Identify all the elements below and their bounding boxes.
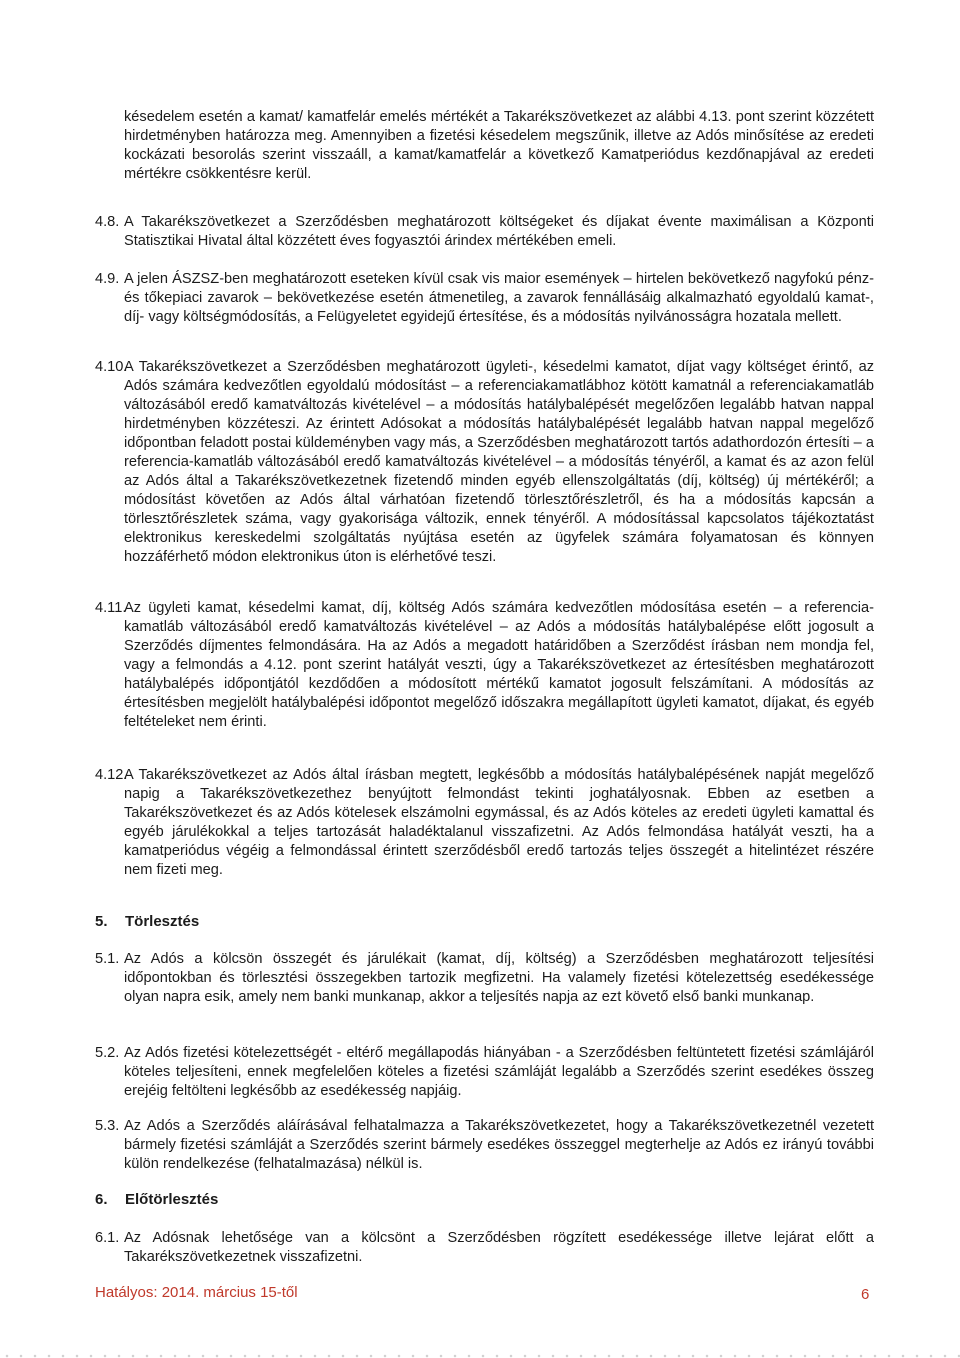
section-number: 6. <box>95 1191 108 1208</box>
footer-page-number: 6 <box>861 1286 870 1303</box>
section-heading-5 <box>95 912 199 931</box>
section-title: Törlesztés <box>125 913 200 930</box>
paragraph-number: 4.8. <box>95 214 120 230</box>
section-heading-6 <box>95 1190 218 1209</box>
paragraph-text: Az Adósnak lehetősége van a kölcsönt a Szerződésben rögzített esedékessége illetve lejárat előtt a Takarékszövetkezetnek visszafizetni. <box>124 1230 874 1265</box>
paragraph-number: 6.1. <box>95 1230 120 1246</box>
paragraph-text: A Takarékszövetkezet a Szerződésben meghatározott ügyleti-, késedelmi kamatot, díjat vagy költséget érintő, az Adós számára kedvezőtlen egyoldalú módosítást – a referenciakamatlábhoz kötött kamatnál a referenciakamatláb változásából eredő kamatváltozás kivételével – a módosítás hatálybalépését megelőzően legalább hatvan nappal hirdetményben közzéteszi. Az érintett Adósokat a módosítás hatálybalépését legalább hatvan nappal megelőző időpontban feladott postai küldeményben vagy más, a Szerződésben meghatározott tartós adathordozón értesíti – a referencia-kamatláb változásából eredő kamatváltozás kivételével – a módosítás tényéről, a kamat és az azon felül az Adós által a Takarékszövetkezetnek fizetendő minden egyéb ellenszolgáltatás (díj, költség) új mértékéről; a módosítást követően az Adós által várhatóan fizetendő törlesztőrészletről, és ha a módosítás kapcsán a törlesztőrészletek száma, vagy gyakorisága változik, ennek tényéről. A módosítással kapcsolatos tájékoztatást elektronikus kereskedelmi szolgáltatás nyújtása esetén az ügyfelek számára folyamatosan és könnyen hozzáférhető módon elektronikus úton is elérhetővé teszi. <box>124 359 874 565</box>
paragraph-number: 5.1. <box>95 951 120 967</box>
paragraph-text: A Takarékszövetkezet a Szerződésben meghatározott költségeket és díjakat évente maximálisan a Központi Statisztikai Hivatal által közzétett éves fogyasztói árindex mértékében emeli. <box>124 214 874 249</box>
section-number: 5. <box>95 913 108 930</box>
footer-effective-date: Hatályos: 2014. március 15-től <box>95 1284 298 1301</box>
paragraph-number: 4.10. <box>95 359 128 375</box>
paragraph-4-8 <box>95 213 874 251</box>
paragraph-4-11 <box>95 599 874 732</box>
paragraph-number: 5.3. <box>95 1118 120 1134</box>
paragraph-4-10 <box>95 358 874 567</box>
intro-paragraph: késedelem esetén a kamat/ kamatfelár emelés mértékét a Takarékszövetkezet az alábbi 4.13. pont szerint közzétett hirdetményben határozza meg. Amennyiben a fizetési késedelem megszűnik, illetve az Adós minősítése az eredeti kockázati besorolás szerint visszaáll, a kamat/kamatfelár a következő Kamatperiódus kezdőnapjával az eredeti mértékre csökkentésre kerül. <box>124 109 874 182</box>
paragraph-number: 4.11. <box>95 600 127 616</box>
section-title: Előtörlesztés <box>125 1191 219 1208</box>
paragraph-number: 5.2. <box>95 1045 120 1061</box>
paragraph-text: Az Adós a Szerződés aláírásával felhatalmazza a Takarékszövetkezetet, hogy a Takarékszövetkezetnél vezetett bármely fizetési számláját a Szerződés szerint bármely esedékes összeggel megterhelje az Adós ez irányú további külön rendelkezése (felhatalmazása) nélkül is. <box>124 1118 874 1172</box>
paragraph-text: A jelen ÁSZSZ-ben meghatározott eseteken kívül csak vis maior események – hirtelen bekövetkező nagyfokú pénz- és tőkepiaci zavarok – bekövetkezése esetén átmenetileg, a zavarok fennállásáig alkalmazható egyoldalú kamat-, díj- vagy költségmódosítás, a Felügyeletet egyidejű értesítése, és a módosítás nyilvánosságra hozatala mellett. <box>124 271 874 325</box>
scan-edge-dots <box>0 1354 960 1358</box>
paragraph-6-1 <box>95 1229 874 1267</box>
paragraph-5-3 <box>95 1117 874 1174</box>
paragraph-4-9 <box>95 270 874 327</box>
paragraph-5-2 <box>95 1044 874 1101</box>
paragraph-number: 4.9. <box>95 271 120 287</box>
paragraph-text: Az Adós a kölcsön összegét és járulékait (kamat, díj, költség) a Szerződésben meghatározott teljesítési időpontokban és törlesztési összegekben tartozik megfizetni. Ha valamely fizetési kötelezettség esedékessége olyan napra esik, amely nem banki munkanap, akkor a teljesítés napja az ezt követő első banki munkanap. <box>124 951 874 1005</box>
paragraph-number: 4.12. <box>95 767 128 783</box>
paragraph-5-1 <box>95 950 874 1007</box>
paragraph-text: Az Adós fizetési kötelezettségét - eltérő megállapodás hiányában - a Szerződésben feltüntetett fizetési számlájáról köteles teljesíteni, ennek megfelelően köteles a fizetési számláját legalább a Szerződés szerint esedékes összeg erejéig feltölteni legkésőbb az esedékesség napjáig. <box>124 1045 874 1099</box>
paragraph-text: A Takarékszövetkezet az Adós által írásban megtett, legkésőbb a módosítás hatálybalépésének napját megelőző napig a Takarékszövetkezethez benyújtott felmondást tekinti joghatályosnak. Ebben az esetben a Takarékszövetkezet és az Adós kötelesek elszámolni egymással, és az Adós köteles az eredeti ügyleti kamattal és egyéb járulékokkal a teljes tartozását haladéktalanul visszafizetni. Az Adós felmondása hatályát veszti, ha a kamatperiódus végéig a felmondással érintett szerződésből eredő tartozás teljes összegét a hitelintézet részére nem fizeti meg. <box>124 767 874 878</box>
paragraph-4-12 <box>95 766 874 880</box>
paragraph-text: Az ügyleti kamat, késedelmi kamat, díj, költség Adós számára kedvezőtlen módosítása esetén – a referencia-kamatláb változásából eredő kamatváltozás kivételével – az Adós a módosítás hatálybalépése előtt jogosult a Szerződés díjmentes felmondására. Ha az Adós a megadott határidőben a Szerződést írásban nem mondja fel, vagy a felmondás a 4.12. pont szerint hatályát veszti, úgy a Takarékszövetkezet az értesítésben meghatározott hatálybalépés időpontjától kezdődően a módosított mértékű kamatot jogosult felszámítani. A módosítás az értesítésben megjelölt hatálybalépési időpontot megelőző időszakra megállapított ügyleti kamatot, díjakat, és egyéb feltételeket nem érinti. <box>124 600 874 730</box>
